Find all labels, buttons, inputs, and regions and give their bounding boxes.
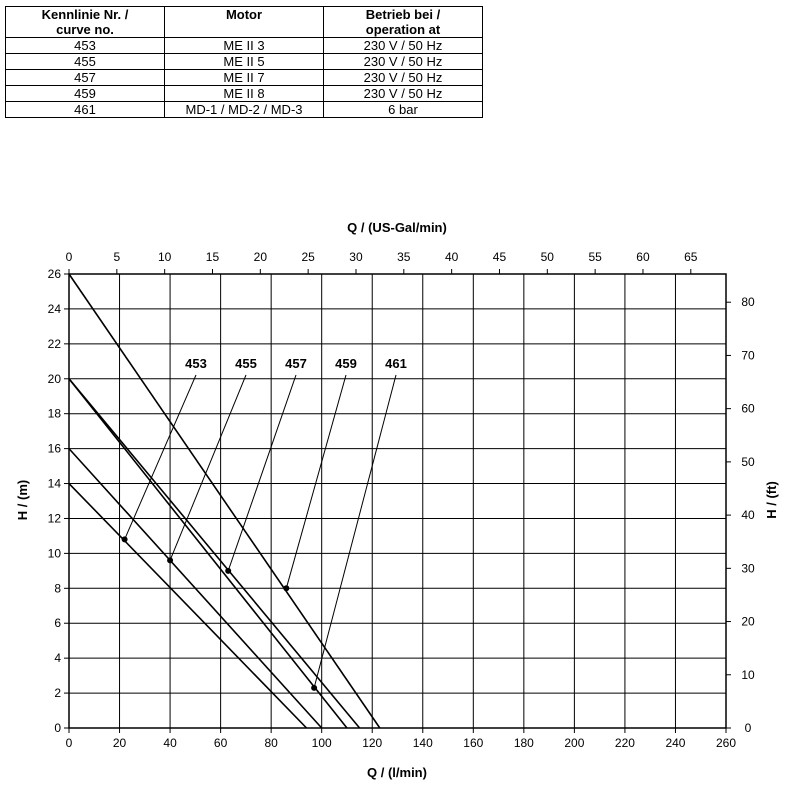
x-tick-label: 160 [463,736,484,750]
x2-tick-label: 60 [636,250,650,264]
y2-tick-label: 50 [741,454,755,469]
y-tick-label: 14 [47,476,61,491]
x-tick-label: 120 [362,736,383,750]
header-curve-no-line1: Kennlinie Nr. / [41,7,129,22]
y-tick-label: 6 [54,616,61,631]
leader-line-457 [228,375,296,571]
table-cell: 230 V / 50 Hz [324,38,483,54]
table-cell: 457 [6,70,165,86]
x-tick-label: 100 [311,736,332,750]
y2-tick-label: 20 [741,614,755,629]
table-cell: 230 V / 50 Hz [324,54,483,70]
y-tick-label: 4 [54,651,61,666]
x2-tick-label: 50 [540,250,554,264]
table-cell: ME II 7 [165,70,324,86]
curve-label-455: 455 [235,356,257,371]
marker-dot-459 [283,585,289,591]
curve-label-453: 453 [185,356,207,371]
x-tick-label: 140 [412,736,433,750]
y-tick-label: 18 [47,406,61,421]
x2-tick-label: 25 [301,250,315,264]
curve-label-461: 461 [385,356,407,371]
table-cell: 461 [6,102,165,118]
grid-layer [69,274,726,728]
y-axis-title: H / (m) [15,479,30,521]
y-tick-label: 0 [54,721,61,735]
x2-tick-label: 45 [492,250,507,264]
marker-dot-457 [225,568,231,574]
table-cell: 6 bar [324,102,483,118]
x-tick-label: 240 [665,736,686,750]
y2-tick-label: 40 [741,508,755,523]
table-cell: 453 [6,38,165,54]
marker-dot-461 [311,685,317,691]
y-tick-label: 12 [47,511,61,526]
y2-tick-label: 70 [741,348,755,363]
y2-tick-label: 10 [741,667,755,682]
x2-tick-label: 65 [684,250,698,264]
leader-line-461 [314,375,396,688]
y2-axis-title: H / (ft) [764,481,779,519]
x-tick-label: 180 [513,736,534,750]
label-layer [122,356,407,691]
x2-tick-label: 0 [65,250,73,264]
x-tick-label: 0 [65,736,73,750]
series-layer [69,274,380,728]
y-tick-label: 16 [47,441,61,456]
y2-tick-label: 0 [744,721,752,735]
x2-tick-label: 35 [397,250,411,264]
x-axis-title: Q / (l/min) [367,765,427,780]
table-cell: 230 V / 50 Hz [324,70,483,86]
header-operation-line1: Betrieb bei / [365,7,441,22]
y2-tick-label: 80 [741,295,755,310]
x-tick-label: 60 [213,736,228,750]
x2-tick-label: 15 [205,250,220,264]
y-tick-label: 24 [47,301,61,316]
table-cell: ME II 5 [165,54,324,70]
y-tick-label: 22 [47,336,61,351]
x2-tick-label: 55 [588,250,602,264]
x2-tick-label: 10 [157,250,172,264]
axis-layer [48,250,755,750]
x-tick-label: 20 [112,736,127,750]
y-tick-label: 26 [47,267,61,281]
y-tick-label: 2 [54,686,61,701]
marker-dot-455 [167,557,173,563]
y2-tick-label: 30 [741,561,755,576]
x2-tick-label: 30 [349,250,363,264]
x-tick-label: 220 [614,736,635,750]
y-tick-label: 10 [47,546,61,561]
curve-label-459: 459 [335,356,357,371]
y2-tick-label: 60 [741,401,755,416]
x2-axis-title: Q / (US-Gal/min) [347,220,447,235]
leader-line-459 [286,375,346,588]
curve-label-457: 457 [285,356,307,371]
leader-line-455 [170,375,246,560]
header-curve-no-line2: curve no. [56,22,114,37]
marker-dot-453 [122,536,128,542]
header-motor-line1: Motor [225,7,263,22]
table-cell: 459 [6,86,165,102]
table-cell: MD-1 / MD-2 / MD-3 [165,102,324,118]
x-tick-label: 40 [163,736,177,750]
x2-tick-label: 40 [444,250,459,264]
x2-tick-label: 20 [253,250,268,264]
x-tick-label: 200 [564,736,585,750]
table-cell: 455 [6,54,165,70]
x-tick-label: 80 [264,736,278,750]
table-cell: ME II 3 [165,38,324,54]
plot-frame [69,274,726,728]
x-tick-label: 260 [715,736,737,750]
y-tick-label: 20 [47,371,61,386]
header-operation-line2: operation at [365,22,441,37]
y-tick-label: 8 [54,581,61,596]
x2-tick-label: 5 [113,250,121,264]
table-cell: ME II 8 [165,86,324,102]
table-cell: 230 V / 50 Hz [324,86,483,102]
